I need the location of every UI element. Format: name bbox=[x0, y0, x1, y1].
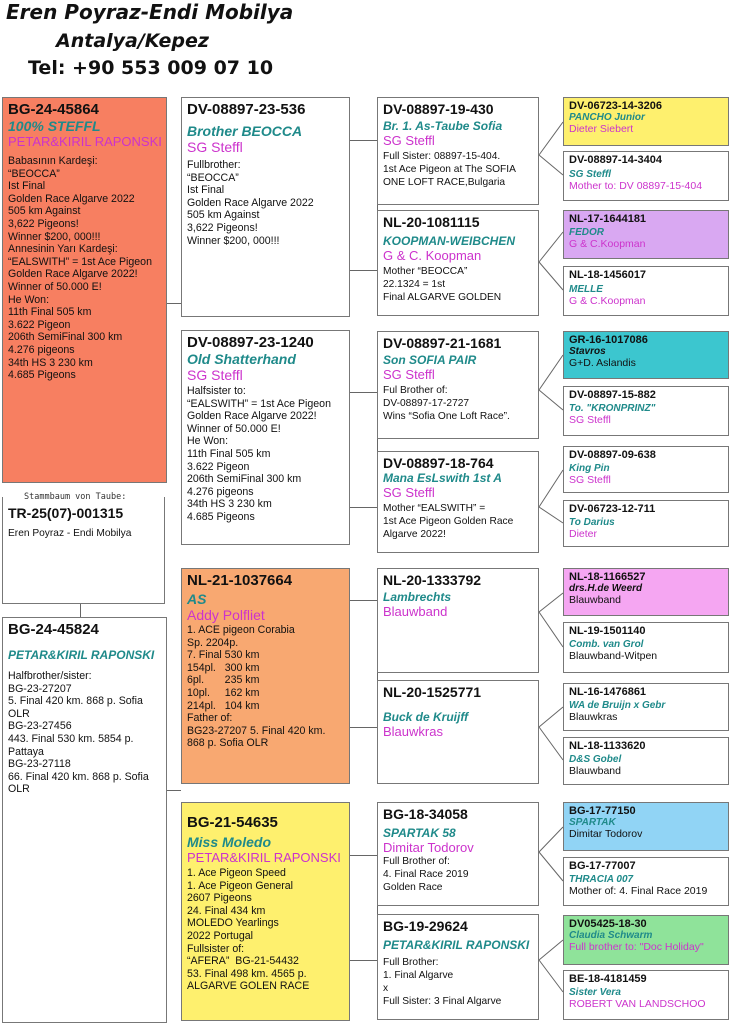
pigeon-ring-number: DV-08897-14-3404 bbox=[569, 154, 662, 166]
pigeon-owner: Blauwband bbox=[383, 604, 448, 619]
pigeon-owner: SG Steffl bbox=[569, 474, 611, 486]
gen4-box-3 bbox=[563, 210, 729, 259]
pigeon-ring-number: DV-06723-12-711 bbox=[569, 503, 656, 515]
subject-ring-number: TR-25(07)-001315 bbox=[8, 505, 124, 521]
pigeon-owner: Mother to: DV 08897-15-404 bbox=[569, 180, 703, 192]
sire-name: 100% STEFFL bbox=[8, 118, 101, 134]
pigeon-name: King Pin bbox=[569, 463, 610, 474]
pigeon-owner: Blauwband-Witpen bbox=[569, 650, 658, 662]
pigeon-name: FEDOR bbox=[569, 227, 604, 238]
sire-notes: Babasının Kardeşi: “BEOCCA” Ist Final Golden Race Algarve 2022 505 km Against 3,622 Pigeons! Winner $200, 000!!! Annesinin Yarı Kardeşi: “EALSWITH” = 1st Ace Pigeon Golden Race Algarve 2022! Winner of 50.000 E! He Won: 11th Final 505 km 3.622 Pigeon 206th SemiFinal 300 km 4.276 pigeons 34th HS 3 230 km 4.685 Pigeons bbox=[8, 155, 152, 382]
pigeon-ring-number: NL-17-1644181 bbox=[569, 213, 647, 225]
pigeon-ring-number: NL-18-1456017 bbox=[569, 269, 647, 281]
pigeon-ring-number: BE-18-4181459 bbox=[569, 973, 647, 985]
pigeon-ring-number: BG-19-29624 bbox=[383, 918, 468, 934]
pigeon-owner: PETAR&KIRIL RAPONSKI bbox=[187, 850, 341, 865]
pigeon-name: Lambrechts bbox=[383, 590, 452, 604]
gen4-box-15 bbox=[563, 915, 729, 965]
pigeon-owner: G & C. Koopman bbox=[383, 248, 482, 263]
dam-owner: PETAR&KIRIL RAPONSKI bbox=[8, 648, 155, 662]
sss-box bbox=[377, 97, 539, 205]
pigeon-notes: Fullbrother: “BEOCCA” Ist Final Golden Race Algarve 2022 505 km Against 3,622 Pigeons! Winner $200, 000!!! bbox=[187, 159, 314, 247]
pigeon-name: SPARTAK 58 bbox=[383, 826, 456, 840]
sire-ring-number: BG-24-45864 bbox=[8, 101, 99, 118]
pigeon-name: drs.H.de Weerd bbox=[569, 583, 643, 594]
pigeon-owner: Dieter Siebert bbox=[569, 123, 634, 135]
pigeon-name: To. "KRONPRINZ" bbox=[569, 403, 656, 414]
pigeon-ring-number: DV-08897-15-882 bbox=[569, 389, 656, 401]
pigeon-owner: Dimitar Todorov bbox=[569, 828, 643, 840]
dam-notes: Halfbrother/sister: BG-23-27207 5. Final 420 km. 868 p. Sofia OLR BG-23-27456 443. Final 530 km. 5854 p. Pattaya BG-23-27118 66. Final 420 km. 868 p. Sofia OLR bbox=[8, 670, 149, 796]
pigeon-name: WA de Bruijn x Gebr bbox=[569, 700, 666, 711]
pigeon-name: SG Steffl bbox=[569, 169, 612, 180]
pigeon-ring-number: NL-18-1166527 bbox=[569, 571, 646, 583]
pigeon-owner: Full brother to: "Doc Holiday" bbox=[569, 941, 704, 953]
pigeon-owner: Blauwkras bbox=[569, 711, 618, 723]
sire-box bbox=[2, 97, 167, 483]
pigeon-ring-number: DV-08897-23-536 bbox=[187, 101, 306, 118]
pigeon-notes: Ful Brother of: DV-08897-17-2727 Wins “Sofia One Loft Race”. bbox=[383, 385, 510, 422]
gen4-box-13 bbox=[563, 802, 729, 851]
pigeon-name: Stavros bbox=[569, 346, 606, 357]
pigeon-owner: Dieter bbox=[569, 528, 598, 540]
gen4-box-12 bbox=[563, 737, 729, 785]
subject-owner: Eren Poyraz - Endi Mobilya bbox=[8, 528, 132, 539]
pigeon-ring-number: DV-08897-23-1240 bbox=[187, 334, 314, 351]
breeder-location: Antalya/Kepez bbox=[56, 30, 209, 52]
pigeon-owner: Addy Polfliet bbox=[187, 607, 265, 623]
gen4-box-8 bbox=[563, 500, 729, 547]
pigeon-name: PETAR&KIRIL RAPONSKI bbox=[383, 938, 530, 952]
pigeon-ring-number: BG-17-77150 bbox=[569, 805, 636, 817]
pigeon-name: Buck de Kruijff bbox=[383, 710, 469, 724]
pigeon-name: THRACIA 007 bbox=[569, 874, 634, 885]
gen4-box-2 bbox=[563, 151, 729, 201]
pigeon-owner: SG Steffl bbox=[383, 133, 435, 148]
pigeon-ring-number: DV-06723-14-3206 bbox=[569, 100, 662, 112]
dam-box bbox=[2, 617, 167, 1023]
dam-dam-box bbox=[181, 802, 350, 1021]
pigeon-name: Son SOFIA PAIR bbox=[383, 353, 477, 367]
pigeon-name: D&S Gobel bbox=[569, 754, 622, 765]
pigeon-notes: Mother “BEOCCA” 22.1324 = 1st Final ALGARVE GOLDEN bbox=[383, 266, 502, 303]
pigeon-ring-number: GR-16-1017086 bbox=[569, 334, 648, 346]
pigeon-owner: ROBERT VAN LANDSCHOO bbox=[569, 998, 706, 1010]
dam-sire-box bbox=[181, 568, 350, 784]
pigeon-ring-number: NL-20-1333792 bbox=[383, 572, 482, 588]
pigeon-owner: G & C.Koopman bbox=[569, 295, 646, 307]
sire-sire-box bbox=[181, 97, 350, 317]
pigeon-owner: SG Steffl bbox=[569, 414, 611, 426]
pigeon-name: Miss Moledo bbox=[187, 834, 272, 850]
pigeon-owner: Blauwband bbox=[569, 765, 621, 777]
subject-pigeon-box bbox=[2, 497, 165, 604]
breeder-phone: Tel: +90 553 009 07 10 bbox=[28, 57, 274, 79]
pigeon-ring-number: DV-08897-21-1681 bbox=[383, 335, 502, 351]
gen4-box-1 bbox=[563, 97, 729, 146]
gen4-box-14 bbox=[563, 857, 729, 906]
pigeon-ring-number: BG-18-34058 bbox=[383, 806, 468, 822]
pigeon-ring-number: NL-16-1476861 bbox=[569, 686, 647, 698]
gen4-box-9 bbox=[563, 568, 729, 616]
pigeon-ring-number: DV05425-18-30 bbox=[569, 918, 647, 930]
pigeon-name: Old Shatterhand bbox=[187, 351, 296, 367]
dss-box bbox=[377, 568, 539, 673]
pigeon-owner: Blauwkras bbox=[383, 724, 443, 739]
pigeon-name: Sister Vera bbox=[569, 987, 621, 998]
pigeon-owner: SG Steffl bbox=[383, 485, 435, 500]
sire-owner: PETAR&KIRIL RAPONSKI bbox=[8, 134, 162, 149]
pigeon-owner: Blauwband bbox=[569, 594, 621, 606]
dsd-box bbox=[377, 680, 539, 784]
ssd-box bbox=[377, 210, 539, 316]
pigeon-notes: Full Sister: 08897-15-404. 1st Ace Pigeon at The SOFIA ONE LOFT RACE,Bulgaria bbox=[383, 151, 516, 188]
pigeon-ring-number: NL-19-1501140 bbox=[569, 625, 646, 637]
pigeon-notes: Mother “EALSWITH” = 1st Ace Pigeon Golden Race Algarve 2022! bbox=[383, 503, 514, 540]
gen4-box-10 bbox=[563, 622, 729, 673]
gen4-box-11 bbox=[563, 683, 729, 731]
sds-box bbox=[377, 331, 539, 439]
breeder-name: Eren Poyraz-Endi Mobilya bbox=[6, 0, 294, 24]
sdd-box bbox=[377, 451, 539, 553]
pigeon-ring-number: NL-20-1525771 bbox=[383, 684, 482, 700]
stammbaum-label: Stammbaum von Taube: bbox=[20, 492, 130, 502]
pigeon-ring-number: DV-08897-19-430 bbox=[383, 101, 494, 117]
pigeon-ring-number: NL-20-1081115 bbox=[383, 214, 480, 230]
pigeon-ring-number: BG-17-77007 bbox=[569, 860, 636, 872]
pigeon-owner: G & C.Koopman bbox=[569, 238, 646, 250]
pigeon-name: AS bbox=[187, 591, 207, 607]
pigeon-owner: G+D. Aslandis bbox=[569, 357, 636, 369]
pigeon-notes: Full Brother: 1. Final Algarve x Full Sister: 3 Final Algarve bbox=[383, 957, 502, 1007]
pigeon-owner: SG Steffl bbox=[187, 367, 243, 383]
gen4-box-4 bbox=[563, 266, 729, 316]
pigeon-notes: Halfsister to: “EALSWITH” = 1st Ace Pigeon Golden Race Algarve 2022! Winner of 50.000 E! He Won: 11th Final 505 km 3.622 Pigeon 206th SemiFinal 300 km 4.276 pigeons 34th HS 3 230 km 4.685 Pigeons bbox=[187, 385, 331, 523]
pigeon-notes: 1. ACE pigeon Corabia Sp. 2204p. 7. Final 530 km 154pl. 300 km 6pl. 235 km 10pl. 162 km 214pl. 104 km Father of: BG23-27207 5. Final 420 km. 868 p. Sofia OLR bbox=[187, 624, 326, 750]
pigeon-name: PANCHO Junior bbox=[569, 112, 645, 123]
pigeon-name: To Darius bbox=[569, 517, 615, 528]
gen4-box-5 bbox=[563, 331, 729, 379]
dds-box bbox=[377, 802, 539, 906]
pigeon-ring-number: NL-21-1037664 bbox=[187, 572, 293, 589]
pigeon-notes: 1. Ace Pigeon Speed 1. Ace Pigeon General 2607 Pigeons 24. Final 434 km MOLEDO Yearlings 2022 Portugal Fullsister of: “AFERA” BG-21-54432 53. Final 498 km. 4565 p. ALGARVE GOLEN RACE bbox=[187, 867, 310, 993]
pigeon-name: KOOPMAN-WEIBCHEN bbox=[383, 234, 515, 248]
pigeon-name: MELLE bbox=[569, 284, 603, 295]
pigeon-owner: SG Steffl bbox=[187, 139, 243, 155]
pigeon-ring-number: BG-21-54635 bbox=[187, 814, 278, 831]
pigeon-name: Brother BEOCCA bbox=[187, 123, 303, 139]
pigeon-ring-number: DV-08897-18-764 bbox=[383, 455, 494, 471]
pigeon-name: Mana EsLswith 1st A bbox=[383, 471, 502, 485]
sire-dam-box bbox=[181, 330, 350, 545]
pigeon-owner: Dimitar Todorov bbox=[383, 840, 474, 855]
pigeon-ring-number: NL-18-1133620 bbox=[569, 740, 646, 752]
pigeon-name: Comb. van Grol bbox=[569, 639, 644, 650]
pigeon-name: Br. 1. As-Taube Sofia bbox=[383, 119, 503, 133]
gen4-box-16 bbox=[563, 970, 729, 1020]
pigeon-owner: Mother of: 4. Final Race 2019 bbox=[569, 885, 708, 897]
dam-ring-number: BG-24-45824 bbox=[8, 621, 99, 638]
pigeon-notes: Full Brother of: 4. Final Race 2019 Golden Race bbox=[383, 856, 469, 893]
gen4-box-6 bbox=[563, 386, 729, 436]
pigeon-name: SPARTAK bbox=[569, 817, 616, 828]
pigeon-name: Claudia Schwarm bbox=[569, 930, 653, 941]
ddd-box bbox=[377, 914, 539, 1020]
pigeon-owner: SG Steffl bbox=[383, 367, 435, 382]
gen4-box-7 bbox=[563, 446, 729, 493]
pigeon-ring-number: DV-08897-09-638 bbox=[569, 449, 656, 461]
